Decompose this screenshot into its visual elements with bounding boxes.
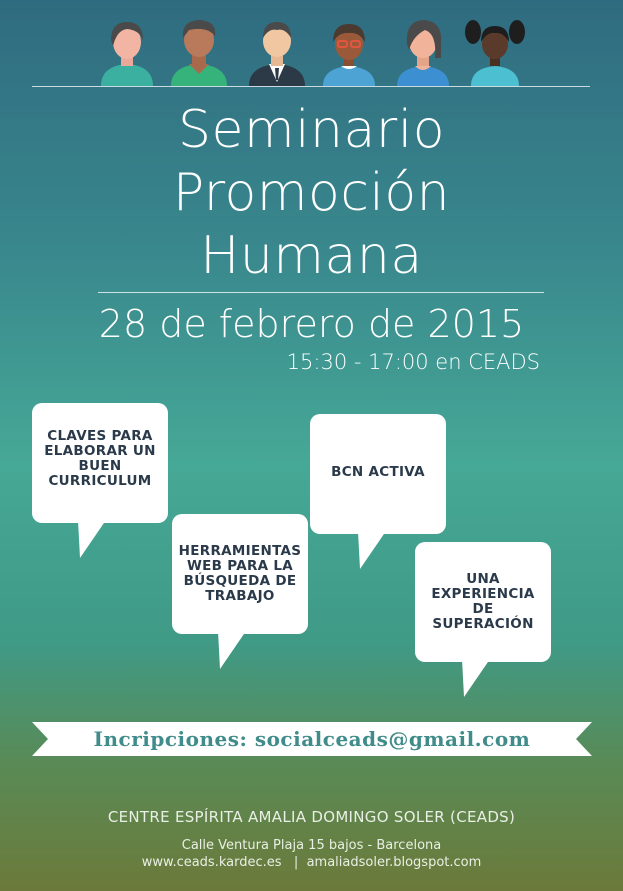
- speech-bubble-bcn-activa: [310, 414, 446, 534]
- registration-banner: [32, 722, 592, 756]
- title-divider: [98, 292, 544, 293]
- organization-name: CENTRE ESPÍRITA AMALIA DOMINGO SOLER (CEADS): [107, 808, 516, 826]
- event-time: 15:30 - 17:00 en CEADS: [286, 350, 540, 374]
- title-line-2: Promoción: [172, 163, 451, 223]
- speech-bubble-superacion: [415, 542, 551, 662]
- bubble-text: UNA EXPERIENCIA DE SUPERACIÓN: [431, 571, 535, 632]
- bubble-tail-icon: [456, 659, 496, 699]
- avatars-row: [95, 14, 535, 86]
- organization-address: Calle Ventura Plaja 15 bajos - Barcelona: [181, 838, 442, 853]
- woman-glasses-icon: [317, 14, 381, 86]
- speech-bubble-web-tools: [172, 514, 308, 634]
- bubble-text: HERRAMIENTAS WEB PARA LA BÚSQUEDA DE TRABAJO: [178, 543, 302, 604]
- speech-bubble-curriculum: [32, 403, 168, 523]
- bubble-tail-icon: [72, 520, 112, 560]
- woman-short-hair-icon: [95, 14, 159, 86]
- bubble-tail-icon: [352, 531, 392, 571]
- title-line-3: Humana: [200, 226, 423, 286]
- man-suit-icon: [245, 14, 309, 86]
- woman-long-hair-icon: [391, 14, 455, 86]
- girl-pigtails-icon: [463, 14, 527, 86]
- registration-email[interactable]: Incripciones: socialceads@gmail.com: [93, 727, 531, 751]
- bubble-text: CLAVES PARA ELABORAR UN BUEN CURRICULUM: [44, 428, 156, 489]
- event-date: 28 de febrero de 2015: [98, 302, 525, 346]
- top-divider: [32, 86, 590, 87]
- title-line-1: Seminario: [177, 100, 446, 160]
- bubble-text: BCN ACTIVA: [331, 464, 425, 480]
- bubble-tail-icon: [212, 631, 252, 671]
- man-green-shirt-icon: [167, 14, 231, 86]
- organization-links[interactable]: www.ceads.kardec.es | amaliadsoler.blogspot.com: [141, 855, 482, 870]
